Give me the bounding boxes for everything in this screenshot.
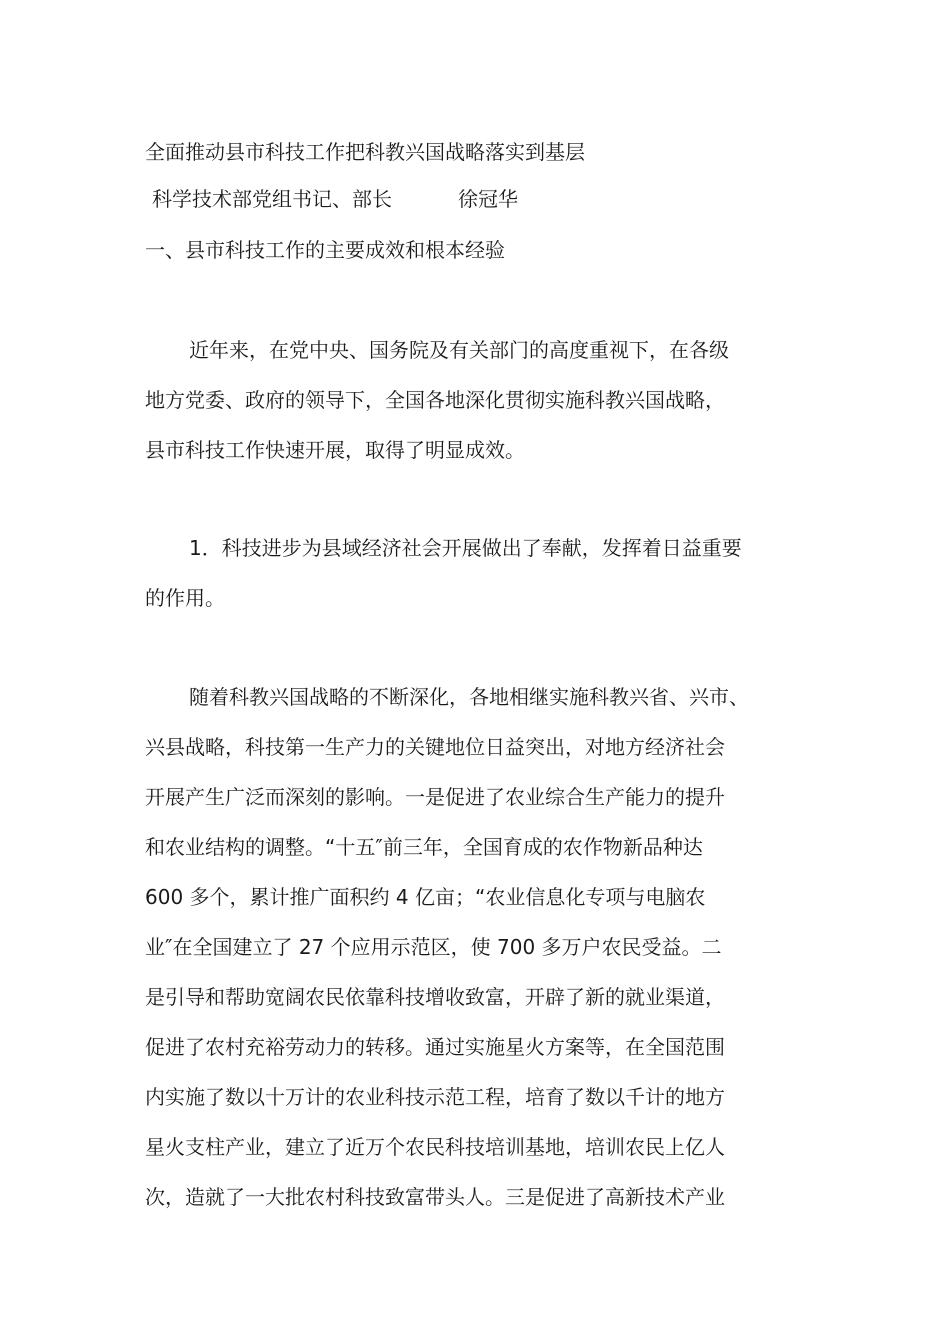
paragraph-line: 次，造就了一大批农村科技致富带头人。三是促进了高新技术产业 xyxy=(145,1185,725,1209)
paragraph-line: 县市科技工作快速开展，取得了明显成效。 xyxy=(145,438,525,462)
paragraph-line: 近年来，在党中央、国务院及有关部门的高度重视下，在各级 xyxy=(189,338,729,362)
paragraph-line: 的作用。 xyxy=(145,586,225,610)
paragraph-line: 星火支柱产业，建立了近万个农民科技培训基地，培训农民上亿人 xyxy=(145,1135,725,1159)
paragraph-line: 开展产生广泛而深刻的影响。一是促进了农业综合生产能力的提升 xyxy=(145,785,725,809)
paragraph-line: 业″在全国建立了 27 个应用示范区，使 700 多万户农民受益。二 xyxy=(145,935,722,959)
section-heading: 一、县市科技工作的主要成效和根本经验 xyxy=(145,238,505,262)
paragraph-line: 600 多个，累计推广面积约 4 亿亩；“农业信息化专项与电脑农 xyxy=(145,885,706,909)
document-title: 全面推动县市科技工作把科教兴国战略落实到基层 xyxy=(145,140,585,164)
paragraph-line: 促进了农村充裕劳动力的转移。通过实施星火方案等，在全国范围 xyxy=(145,1035,725,1059)
paragraph-line: 内实施了数以十万计的农业科技示范工程，培育了数以千计的地方 xyxy=(145,1085,725,1109)
paragraph-line: 和农业结构的调整。“十五″前三年，全国育成的农作物新品种达 xyxy=(145,835,703,859)
paragraph-line: 地方党委、政府的领导下，全国各地深化贯彻实施科教兴国战略， xyxy=(145,388,725,412)
author-role: 科学技术部党组书记、部长 xyxy=(152,187,392,211)
paragraph-line: 1．科技进步为县域经济社会开展做出了奉献，发挥着日益重要 xyxy=(189,536,742,560)
author-name: 徐冠华 xyxy=(458,187,518,211)
paragraph-point-1 xyxy=(145,523,825,623)
paragraph-line: 兴县战略，科技第一生产力的关键地位日益突出，对地方经济社会 xyxy=(145,735,725,759)
author-line xyxy=(152,187,518,211)
paragraph-intro xyxy=(145,325,825,475)
paragraph-detail xyxy=(145,672,825,1222)
paragraph-line: 是引导和帮助宽阔农民依靠科技增收致富，开辟了新的就业渠道， xyxy=(145,985,725,1009)
paragraph-line: 随着科教兴国战略的不断深化，各地相继实施科教兴省、兴市、 xyxy=(189,685,749,709)
